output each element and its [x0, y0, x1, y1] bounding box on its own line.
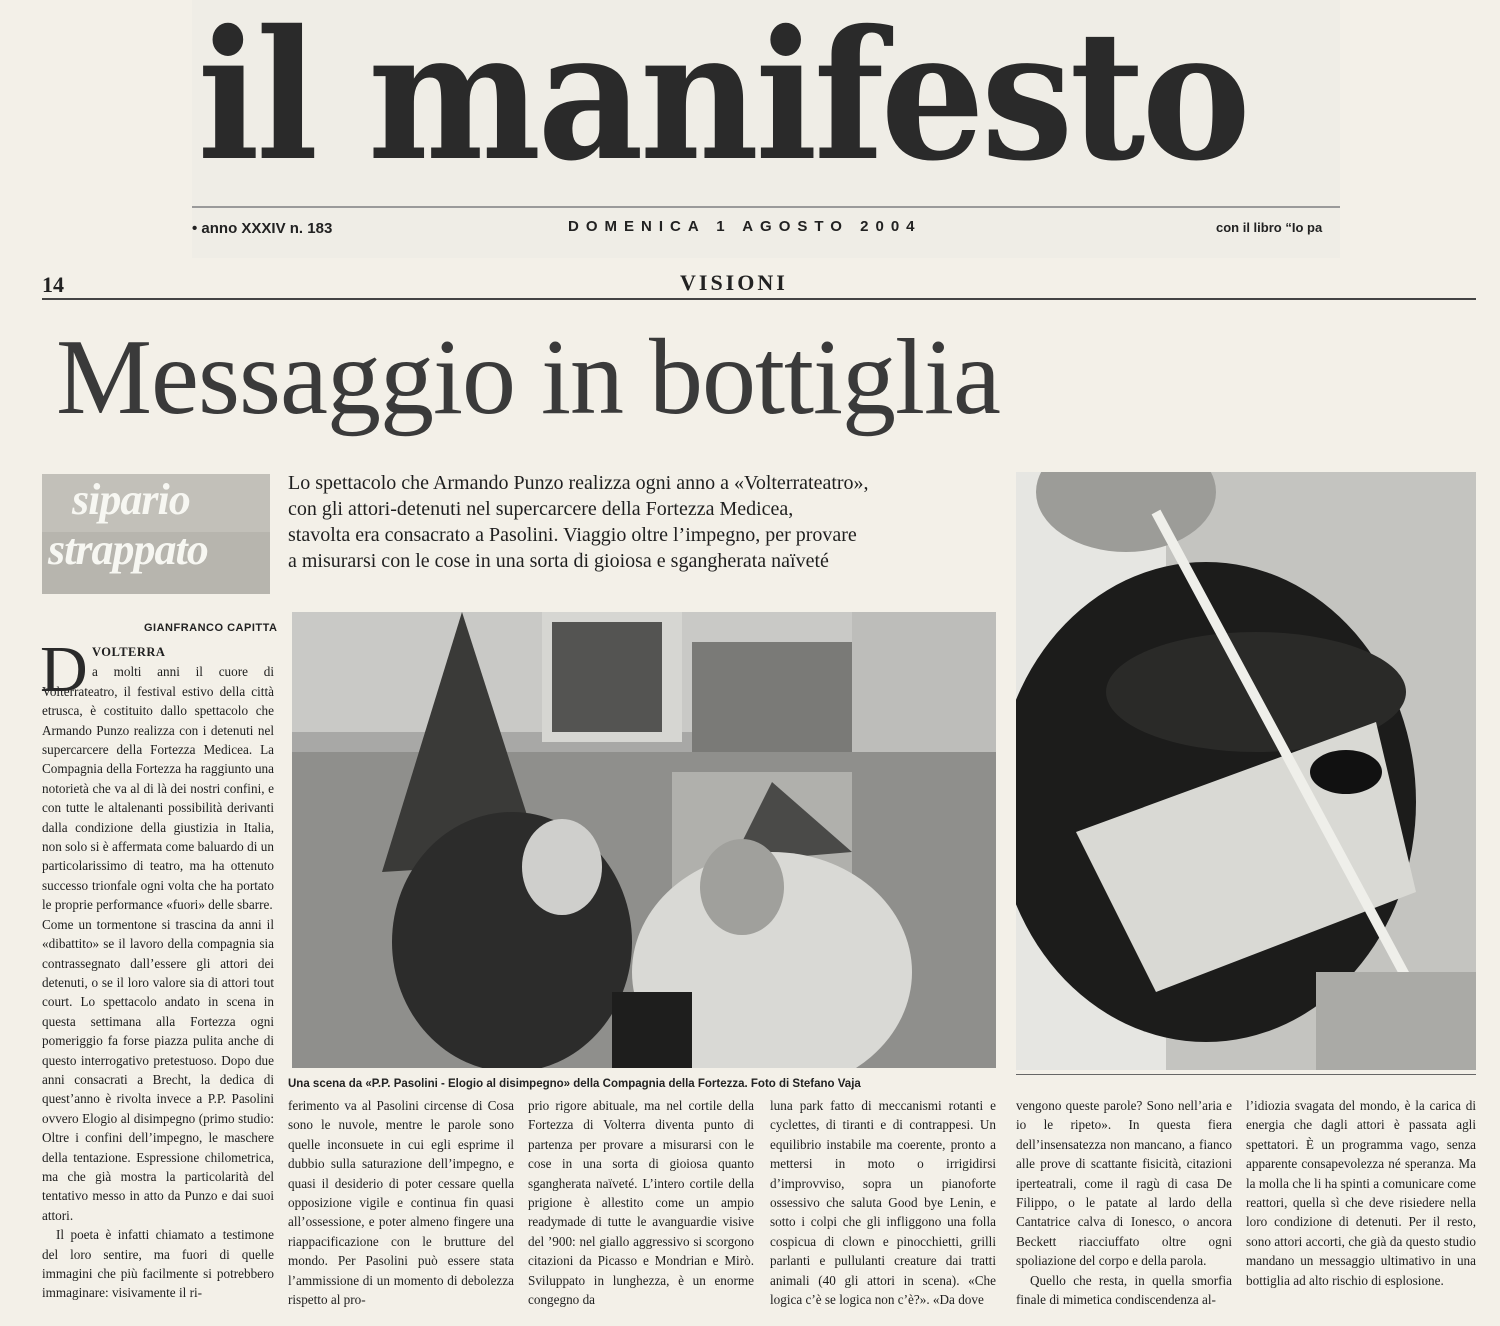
paragraph: Il poeta è infatti chiamato a testimone del loro sentire, ma fuori di quelle immagini che più facilmente si potrebbero immaginare: visivamente il ri- — [42, 1227, 274, 1301]
paragraph: l’idiozia svagata del mondo, è la carica di energia che dagli attori è passata agli spettatori. È un programma vago, senza apparente consapevolezza né speranza. Ma la molla che li ha spinti a comunicare come reattori, quella sì che deve risiedere nella loro condizione di detenuti. Per il resto, sono attori accorti, che già da questo studio mandano un messaggio ultimativo in una bottiglia ad alto rischio di esplosione. — [1246, 1098, 1476, 1288]
column-6 — [1246, 1096, 1476, 1290]
article-deck — [288, 470, 996, 574]
paragraph: prio rigore abituale, ma nel cortile della Fortezza di Volterra diventa punto di partenza per provare a misurarsi con le cose in una sorta di gioiosa quanto sgangherata naïveté. L’intero cortile della prigione è allestito come un ampio readymade di tutte le avanguardie visive del ’900: nel giallo aggressivo si scorgono citazioni da Picasso e Mondrian e Mirò. Sviluppato in lunghezza, è un enorme congegno da — [528, 1098, 754, 1308]
drop-cap: D — [40, 633, 88, 706]
deck-line: Lo spettacolo che Armando Punzo realizza ogni anno a «Volterrateatro», — [288, 472, 869, 494]
paragraph: luna park fatto di meccanismi rotanti e cyclettes, di tiranti e di contrappesi. Un equilibrio instabile ma coerente, pronto a mettersi in moto o irrigidirsi d’improvviso, sopra un pianoforte ossessivo che saluta Good bye Lenin, e sotto i colpi che gli infliggono una folla cospicua di clown e pinocchietti, grilli parlanti e pullulanti creature dai tratti animali (40 gli attori in scena). «Che logica c’è se logica non c’è?». «Da dove — [770, 1098, 996, 1308]
paragraph: Quello che resta, in quella smorfia finale di mimetica condiscendenza al- — [1016, 1272, 1232, 1308]
column-1 — [40, 633, 274, 1303]
page-number: 14 — [42, 272, 64, 297]
caption-rule — [1016, 1074, 1476, 1075]
deck-line: con gli attori-detenuti nel supercarcere della Fortezza Medicea, — [288, 498, 794, 520]
photo-caption: Una scena da «P.P. Pasolini - Elogio al disimpegno» della Compagnia della Fortezza. Foto di Stefano Vaja — [288, 1078, 861, 1090]
column-2 — [288, 1096, 514, 1309]
column-3 — [528, 1096, 754, 1309]
column-4 — [770, 1096, 996, 1309]
stage-photo-image — [292, 612, 996, 1068]
mask-photo-image — [1016, 472, 1476, 1070]
masthead — [192, 0, 1340, 258]
section-title: VISIONI — [680, 270, 788, 295]
deck-line: stavolta era consacrato a Pasolini. Viaggio oltre l’impegno, per provare — [288, 524, 857, 546]
paragraph: vengono queste parole? Sono nell’aria e io le ripeto». In questa fiera dell’insensatezza non mancano, a fianco alle prove di scattante fisicità, citazioni iperteatrali, come il ragù di casa De Filippo, o le patate al lardo della Cantatrice calva di Ionesco, o ancora Beckett riacciuffato oltre ogni spoliazione del corpo e della parola. — [1016, 1098, 1232, 1269]
issue-date: DOMENICA 1 AGOSTO 2004 — [568, 218, 922, 235]
article-headline: Messaggio in bottiglia — [56, 318, 1000, 437]
section-rule — [42, 298, 1476, 300]
lead-paragraph — [40, 633, 274, 915]
paragraph: a molti anni il cuore di Volterrateatro, il festival estivo della città etrusca, è costituito dallo spettacolo che Armando Punzo realizza con i detenuti nel supercarcere della Fortezza Medicea. La Compagnia della Fortezza ha raggiunto una notorietà che va al di là dei nostri confini, e con tutte le altalenanti possibilità derivanti dalla condizione della giustizia in Italia, non solo si è affermata come baluardo di un particolarissimo di teatro, ma ha ottenuto successo trionfale ogni volta che ha portato le proprie performance «fuori» delle sbarre. — [42, 664, 274, 913]
issue-number: • anno XXXIV n. 183 — [192, 220, 333, 237]
paragraph: ferimento va al Pasolini circense di Cosa sono le nuvole, mentre le parole sono quelle inconsuete in cui egli esprime il dubbio sulla saturazione dell’impegno, e quasi il desiderio di poter cessare quella opposizione vigile e continua fin quasi all’ossessione, e poter almeno fingere una riappacificazione con le brutture del mondo. Per Pasolini può essere stata l’ammissione di un momento di debolezza rispetto al pro- — [288, 1098, 514, 1308]
rubric-line-1: sipario — [72, 475, 190, 524]
rubric-box — [42, 474, 270, 594]
mask-photo — [1016, 472, 1476, 1070]
newspaper-logo: il manifesto — [197, 0, 1248, 200]
stage-photo — [292, 612, 996, 1068]
book-supplement-note: con il libro “Io pa — [1216, 220, 1323, 235]
masthead-rule — [192, 206, 1340, 208]
deck-line: a misurarsi con le cose in una sorta di gioiosa e sgangherata naïveté — [288, 550, 829, 572]
column-5 — [1016, 1096, 1232, 1309]
byline: GIANFRANCO CAPITTA — [144, 622, 278, 634]
dateline: VOLTERRA — [92, 645, 166, 659]
rubric-line-2: strappato — [48, 525, 208, 574]
paragraph: Come un tormentone si trascina da anni il «dibattito» se il lavoro della compagnia sia contrassegnato dall’essere gli attori dei detenuti, o se il loro valore sia di attori tout court. Lo spettacolo andato in scena in questa settimana alla Fortezza ogni pomeriggio fa forse piazza pulita anche di questo interrogativo pretestuoso. Dopo due anni consacrati a Brecht, la dedica di quest’anno è rivolta invece a P.P. Pasolini ovvero Elogio al disimpegno (primo studio: Oltre i confini dell’impegno, le maschere della tentazione. Espressione chilometrica, ma che già mostra la particolarità del tentativo messo in atto da Punzo e dai suoi attori. — [42, 916, 274, 1223]
